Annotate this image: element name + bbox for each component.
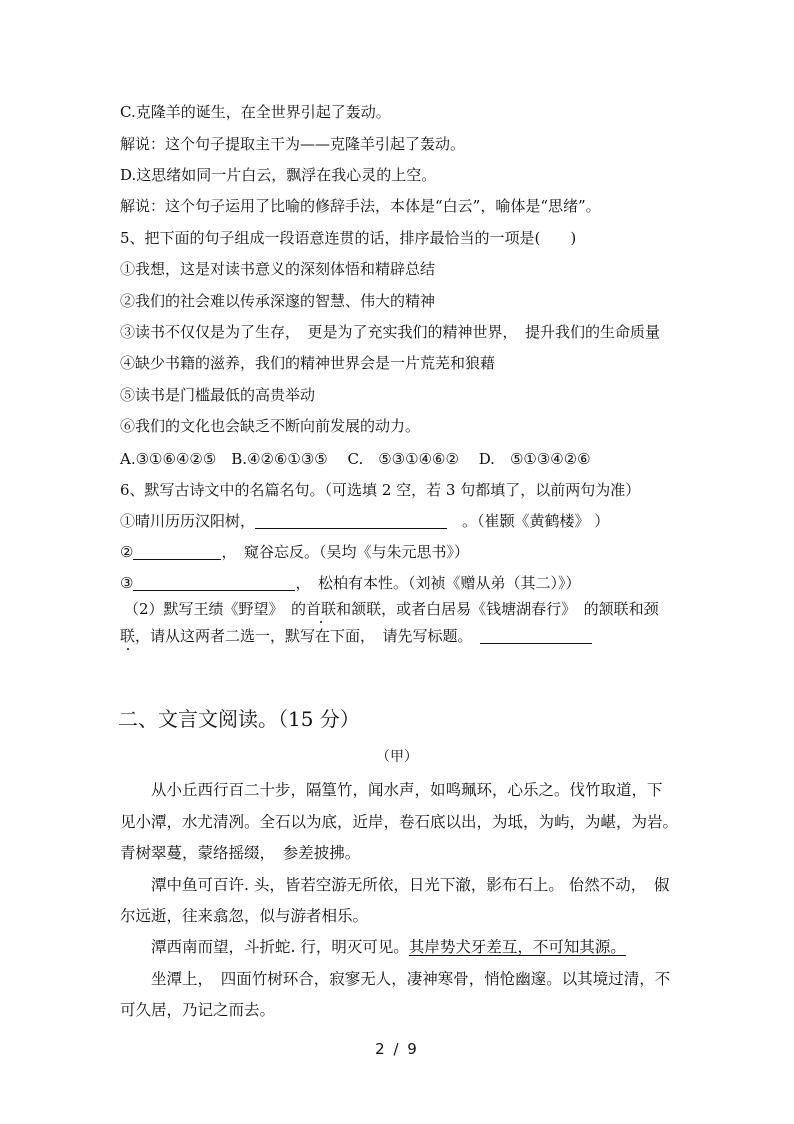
question-6: 6、默写古诗文中的名篇名句。（可选填 2 空，若 3 句都填了，以前两句为准） <box>120 481 641 499</box>
answer-blank-2[interactable] <box>133 543 221 560</box>
passage-line: 潭中鱼可百许. 头，皆若空游无所依，日光下澈，影布石上。 佁然不动， 俶 <box>120 876 670 894</box>
poem-line-3: ③ ， 松柏有本性。（刘祯《赠从弟（其二）》） <box>120 574 581 592</box>
question-5: 5、把下面的句子组成一段语意连贯的话，排序最恰当的一项是( ) <box>120 229 577 247</box>
option-c: C.克隆羊的诞生，在全世界引起了轰动。 <box>120 103 391 121</box>
option-d: D.这思绪如同一片白云，飘浮在我心灵的上空。 <box>120 166 437 184</box>
sentence-4: ④缺少书籍的滋养，我们的精神世界会是一片荒芜和狼藉 <box>120 354 496 372</box>
question-6-part-2-cont: 联，请从这两者二选一，默写在下面， 请先写标题。 <box>120 626 592 646</box>
question-5-options: A.③①⑥④②⑤ B.④②⑥①③⑤ C. ⑤③①④⑥② D. ⑤①③④②⑥ <box>120 450 591 468</box>
passage-line: 潭西南而望，斗折蛇. 行，明灭可见。其岸势犬牙差互，不可知其源。 <box>120 938 626 956</box>
sentence-5: ⑤读书是门槛最低的高贵举动 <box>120 386 316 404</box>
underlined-sentence: 其岸势犬牙差互，不可知其源。 <box>408 938 626 956</box>
sentence-1: ①我想，这是对读书意义的深刻体悟和精辟总结 <box>120 260 436 278</box>
answer-blank-1[interactable] <box>255 512 447 529</box>
poem-line-1: ①晴川历历汉阳树， 。（崔颢《黄鹤楼》 ） <box>120 512 610 530</box>
answer-blank-4[interactable] <box>480 627 592 644</box>
poem-line-2: ② ， 窥谷忘反。（吴均《与朱元思书》） <box>120 543 469 561</box>
sentence-6: ⑥我们的文化也会缺乏不断向前发展的动力。 <box>120 417 421 435</box>
sentence-3: ③读书不仅仅是为了生存， 更是为了充实我们的精神世界， 提升我们的生命质量 <box>120 323 661 341</box>
passage-line: 从小丘西行百二十步，隔篁竹，闻水声，如鸣珮环，心乐之。伐竹取道，下 <box>120 781 663 799</box>
option-c-explanation: 解说：这个句子提取主干为——克隆羊引起了轰动。 <box>120 135 466 153</box>
passage-line: 尔远逝，往来翕忽，似与游者相乐。 <box>120 907 369 925</box>
option-d-explanation: 解说：这个句子运用了比喻的修辞手法，本体是“白云”，喻体是“思绪”。 <box>120 197 601 215</box>
sentence-2: ②我们的社会难以传承深邃的智慧、伟大的精神 <box>120 292 436 310</box>
question-6-part-2: （2）默写王绩《野望》 的首联和颔联，或者白居易《钱塘湖春行》 的颔联和颈 <box>124 600 659 618</box>
passage-line: 青树翠蔓，蒙络摇缀， 参差披拂。 <box>120 844 361 862</box>
passage-line: 坐潭上， 四面竹树环合，寂寥无人，凄神寒骨，悄怆幽邃。以其境过清，不 <box>120 970 671 988</box>
part-label: （甲） <box>376 749 418 765</box>
passage-line: 见小潭，水尤清冽。全石以为底，近岸，卷石底以出，为坻，为屿，为嵁，为岩。 <box>120 813 679 831</box>
answer-blank-3[interactable] <box>133 574 295 591</box>
section-heading: 二、文言文阅读。（15 分） <box>118 707 360 731</box>
passage-line: 可久居，乃记之而去。 <box>120 1001 276 1019</box>
page-number: 2 / 9 <box>375 1040 419 1058</box>
